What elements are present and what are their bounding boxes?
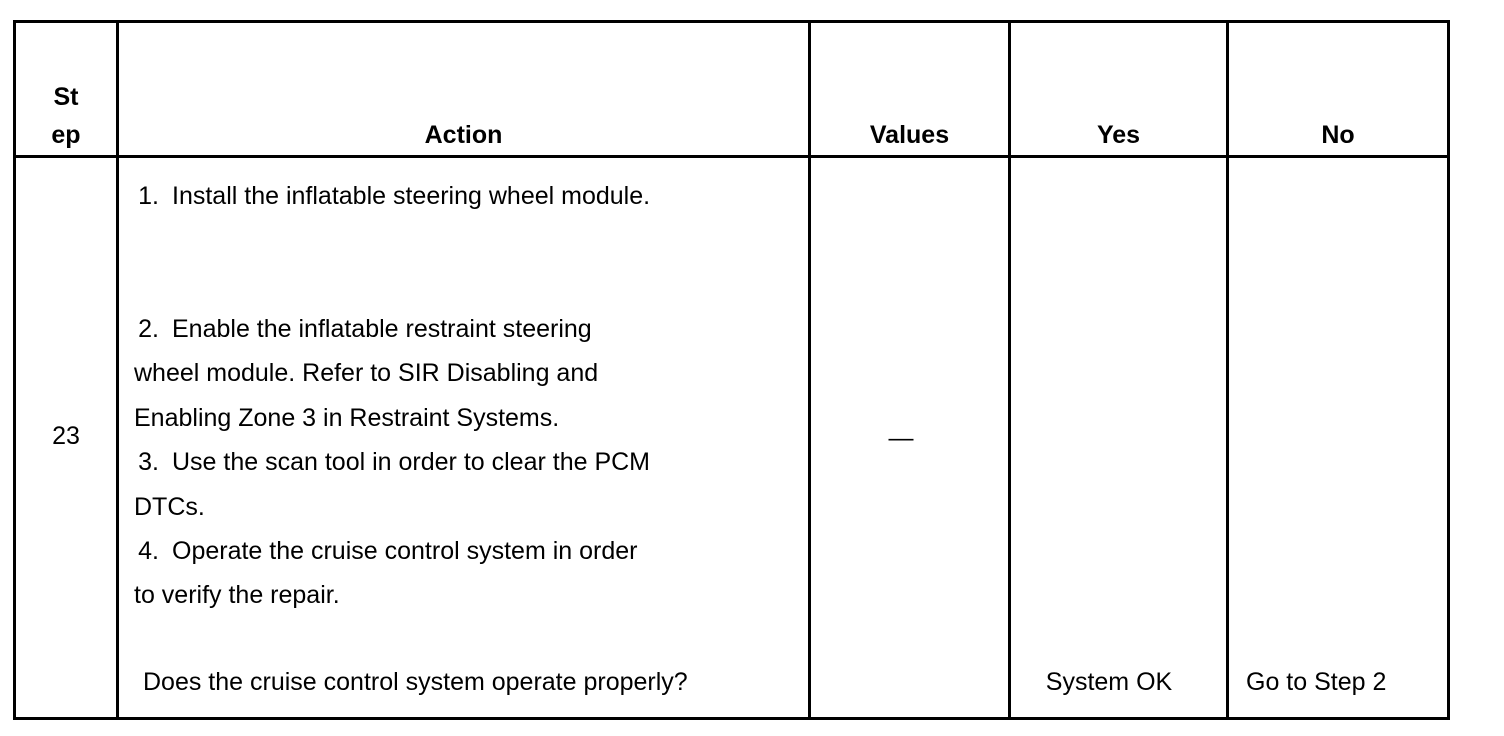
- action-item-4-text-line1: Operate the cruise control system in order: [172, 537, 638, 565]
- action-item-4: [125, 536, 637, 566]
- header-step: [16, 78, 116, 154]
- col-border-right: [1447, 20, 1450, 720]
- header-yes: Yes: [1096, 121, 1141, 149]
- yes-cell: System OK: [1045, 668, 1173, 696]
- action-question: Does the cruise control system operate properly?: [143, 668, 688, 696]
- procedure-table: [13, 20, 1450, 720]
- table-top-border: [13, 20, 1450, 23]
- action-item-3-text-line1: Use the scan tool in order to clear the PCM: [172, 448, 651, 476]
- action-item-4-number: 4.: [138, 537, 159, 565]
- action-item-3-line2: DTCs.: [134, 493, 205, 521]
- action-item-2-number: 2.: [138, 315, 159, 343]
- action-item-2-line3: Enabling Zone 3 in Restraint Systems.: [134, 404, 560, 432]
- header-action: Action: [424, 121, 503, 149]
- header-step-line2: ep: [51, 121, 81, 149]
- action-item-2-text-line1: Enable the inflatable restraint steering: [172, 315, 592, 343]
- step-number: 23: [52, 422, 80, 450]
- action-item-4-line2: to verify the repair.: [134, 581, 340, 609]
- action-item-3: [125, 447, 650, 477]
- header-no: No: [1321, 121, 1355, 149]
- header-values: Values: [869, 121, 950, 149]
- action-item-1: [125, 181, 650, 211]
- action-item-2: [125, 314, 592, 344]
- action-item-2-line2: wheel module. Refer to SIR Disabling and: [134, 359, 599, 387]
- no-cell: Go to Step 2: [1246, 668, 1387, 696]
- action-item-1-number: 1.: [138, 182, 159, 210]
- header-step-line1: St: [53, 83, 79, 111]
- header-bottom-border: [13, 155, 1450, 158]
- action-item-3-number: 3.: [138, 448, 159, 476]
- table-bottom-border: [13, 717, 1450, 720]
- action-item-1-text: Install the inflatable steering wheel module.: [172, 182, 651, 210]
- values-cell: —: [888, 424, 914, 452]
